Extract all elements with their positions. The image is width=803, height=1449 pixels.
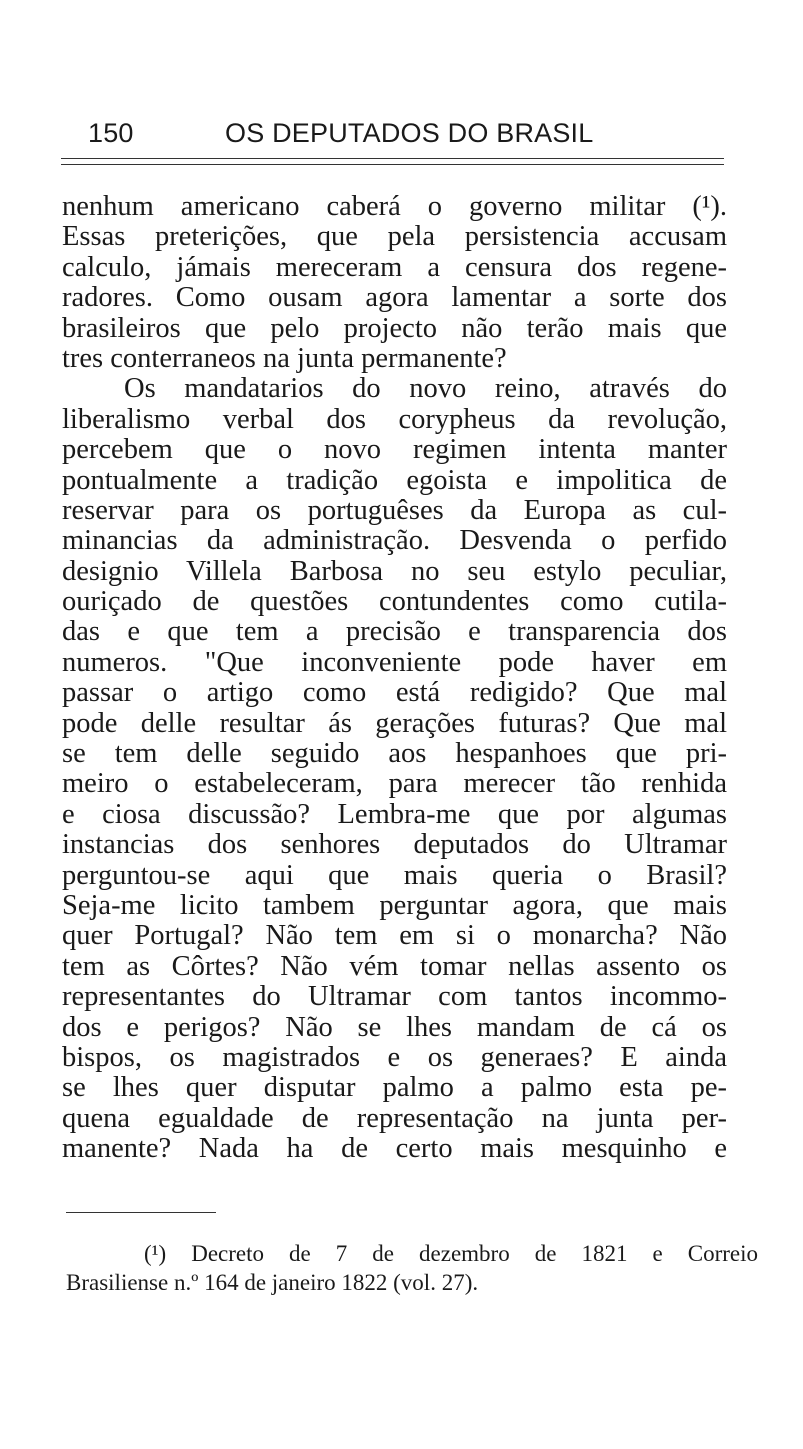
text-line: pode delle resultar ás gerações futuras? Que mal xyxy=(62,708,727,739)
text-line: dos e perigos? Não se lhes mandam de cá os xyxy=(62,1012,727,1043)
text-line: designio Villela Barbosa no seu estylo peculiar, xyxy=(62,556,727,587)
text-line: tres conterraneos na junta permanente? xyxy=(62,342,507,374)
text-line: numeros. "Que inconveniente pode haver em xyxy=(62,647,727,678)
text-line: se lhes quer disputar palmo a palmo esta pe- xyxy=(62,1073,727,1104)
footnote xyxy=(66,1240,758,1297)
text-line: manente? Nada ha de certo mais mesquinho e xyxy=(62,1134,727,1165)
text-line: pontualmente a tradição egoista e impolitica de xyxy=(62,465,727,496)
text-line: brasileiros que pelo projecto não terão mais que xyxy=(62,313,727,344)
text-line: nenhum americano caberá o governo militar (¹). xyxy=(62,192,727,222)
text-line: calculo, jámais mereceram a censura dos regene- xyxy=(62,252,727,283)
text-line: Essas preterições, que pela persistencia accusam xyxy=(62,222,727,253)
text-line: quer Portugal? Não tem em si o monarcha? Não xyxy=(62,921,727,952)
text-line: Os mandatarios do novo reino, através do xyxy=(124,374,727,405)
page-number: 150 xyxy=(88,118,134,148)
text-line: liberalismo verbal dos corypheus da revolução, xyxy=(62,404,727,435)
text-line: perguntou-se aqui que mais queria o Brasil? xyxy=(62,860,727,891)
text-line: meiro o estabeleceram, para merecer tão renhida xyxy=(62,769,727,800)
text-line: Seja-me licito tambem perguntar agora, que mais xyxy=(62,890,727,921)
text-line: reservar para os portuguêses da Europa as cul- xyxy=(62,495,727,526)
text-line: passar o artigo como está redigido? Que mal xyxy=(62,678,727,709)
footnote-line: Brasiliense n.º 164 de janeiro 1822 (vol. 27). xyxy=(66,1269,479,1295)
text-line: radores. Como ousam agora lamentar a sorte dos xyxy=(62,283,727,314)
text-line: quena egualdade de representação na junta per- xyxy=(62,1103,727,1134)
footnote-separator xyxy=(66,1212,216,1213)
text-line: se tem delle seguido aos hespanhoes que pri- xyxy=(62,739,727,770)
text-line: e ciosa discussão? Lembra-me que por algumas xyxy=(62,799,727,830)
text-line: ouriçado de questões contundentes como cutila- xyxy=(62,587,727,618)
page-header xyxy=(88,118,728,158)
main-text xyxy=(62,192,727,1165)
text-line: das e que tem a precisão e transparencia dos xyxy=(62,617,727,648)
text-line: instancias dos senhores deputados do Ultramar xyxy=(62,830,727,861)
text-line: bispos, os magistrados e os generaes? E ainda xyxy=(62,1042,727,1073)
header-double-rule xyxy=(61,158,724,165)
text-line: minancias da administração. Desvenda o perfido xyxy=(62,526,727,557)
footnote-line: (¹) Decreto de 7 de dezembro de 1821 e Correio xyxy=(144,1241,758,1266)
running-title: OS DEPUTADOS DO BRASIL xyxy=(225,118,594,148)
text-line: tem as Côrtes? Não vém tomar nellas assento os xyxy=(62,951,727,982)
text-line: representantes do Ultramar com tantos incommo- xyxy=(62,982,727,1013)
text-line: percebem que o novo regimen intenta manter xyxy=(62,435,727,466)
